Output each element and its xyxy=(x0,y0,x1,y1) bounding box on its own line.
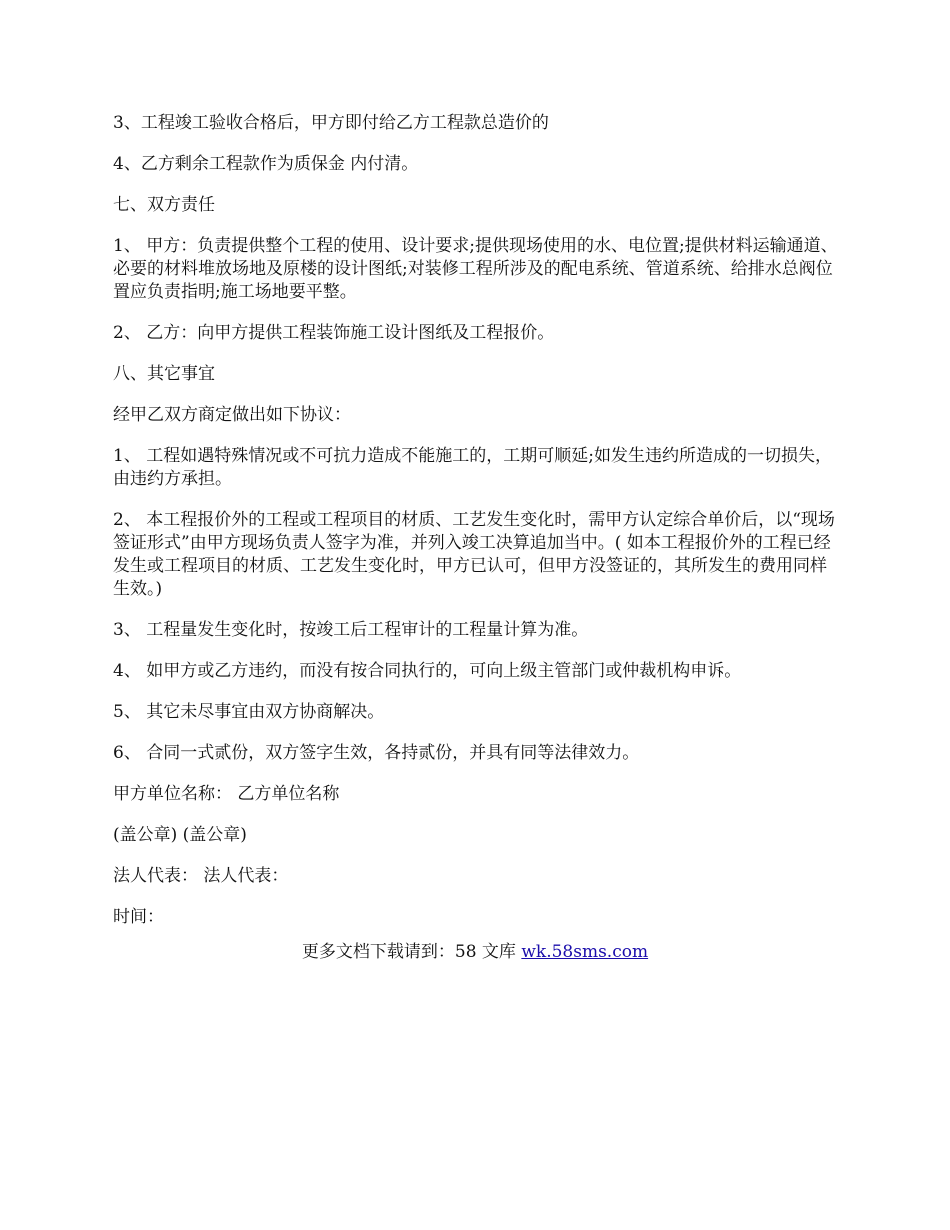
paragraph-party-a-duty: 1、 甲方：负责提供整个工程的使用、设计要求;提供现场使用的水、电位置;提供材料运输通道、必要的材料堆放场地及原楼的设计图纸;对装修工程所涉及的配电系统、管道系统、给排水总阀位置应负责指明;施工场地要平整。 xyxy=(113,236,838,302)
footer-link[interactable]: wk.58sms.com xyxy=(521,942,649,962)
paragraph-agreement-intro: 经甲乙双方商定做出如下协议： xyxy=(113,405,351,425)
paragraph-clause-4: 4、 如甲方或乙方违约，而没有按合同执行的，可向上级主管部门或仲裁机构申诉。 xyxy=(113,661,742,681)
signature-seals: (盖公章) (盖公章) xyxy=(113,825,247,845)
paragraph-clause-6: 6、 合同一式贰份，双方签字生效，各持贰份，并具有同等法律效力。 xyxy=(113,743,640,763)
signature-date: 时间： xyxy=(113,907,164,927)
paragraph-clause-3: 3、 工程量发生变化时，按竣工后工程审计的工程量计算为准。 xyxy=(113,620,589,640)
footer-text: 更多文档下载请到：58 文库 xyxy=(301,942,522,962)
section-heading-responsibilities: 七、双方责任 xyxy=(113,195,215,215)
signature-legal-reps: 法人代表： 法人代表： xyxy=(113,866,289,886)
paragraph-clause-1: 1、 工程如遇特殊情况或不可抗力造成不能施工的，工期可顺延;如发生违约所造成的一切损失，由违约方承担。 xyxy=(113,446,832,489)
section-heading-other-matters: 八、其它事宜 xyxy=(113,364,215,384)
paragraph-payment-3: 3、工程竣工验收合格后，甲方即付给乙方工程款总造价的 xyxy=(113,113,549,133)
paragraph-payment-4: 4、乙方剩余工程款作为质保金 内付清。 xyxy=(113,154,419,174)
signature-party-names: 甲方单位名称： 乙方单位名称 xyxy=(113,784,340,804)
document-body xyxy=(113,112,840,947)
paragraph-clause-2: 2、 本工程报价外的工程或工程项目的材质、工艺发生变化时，需甲方认定综合单价后，以“现场签证形式”由甲方现场负责人签字为准，并列入竣工决算追加当中。( 如本工程报价外的工程已经发生或工程项目的材质、工艺发生变化时，甲方已认可，但甲方没签证的，其所发生的费用同样生效。) xyxy=(113,510,835,599)
paragraph-clause-5: 5、 其它未尽事宜由双方协商解决。 xyxy=(113,702,385,722)
paragraph-party-b-duty: 2、 乙方：向甲方提供工程装饰施工设计图纸及工程报价。 xyxy=(113,323,555,343)
footer xyxy=(0,941,950,964)
